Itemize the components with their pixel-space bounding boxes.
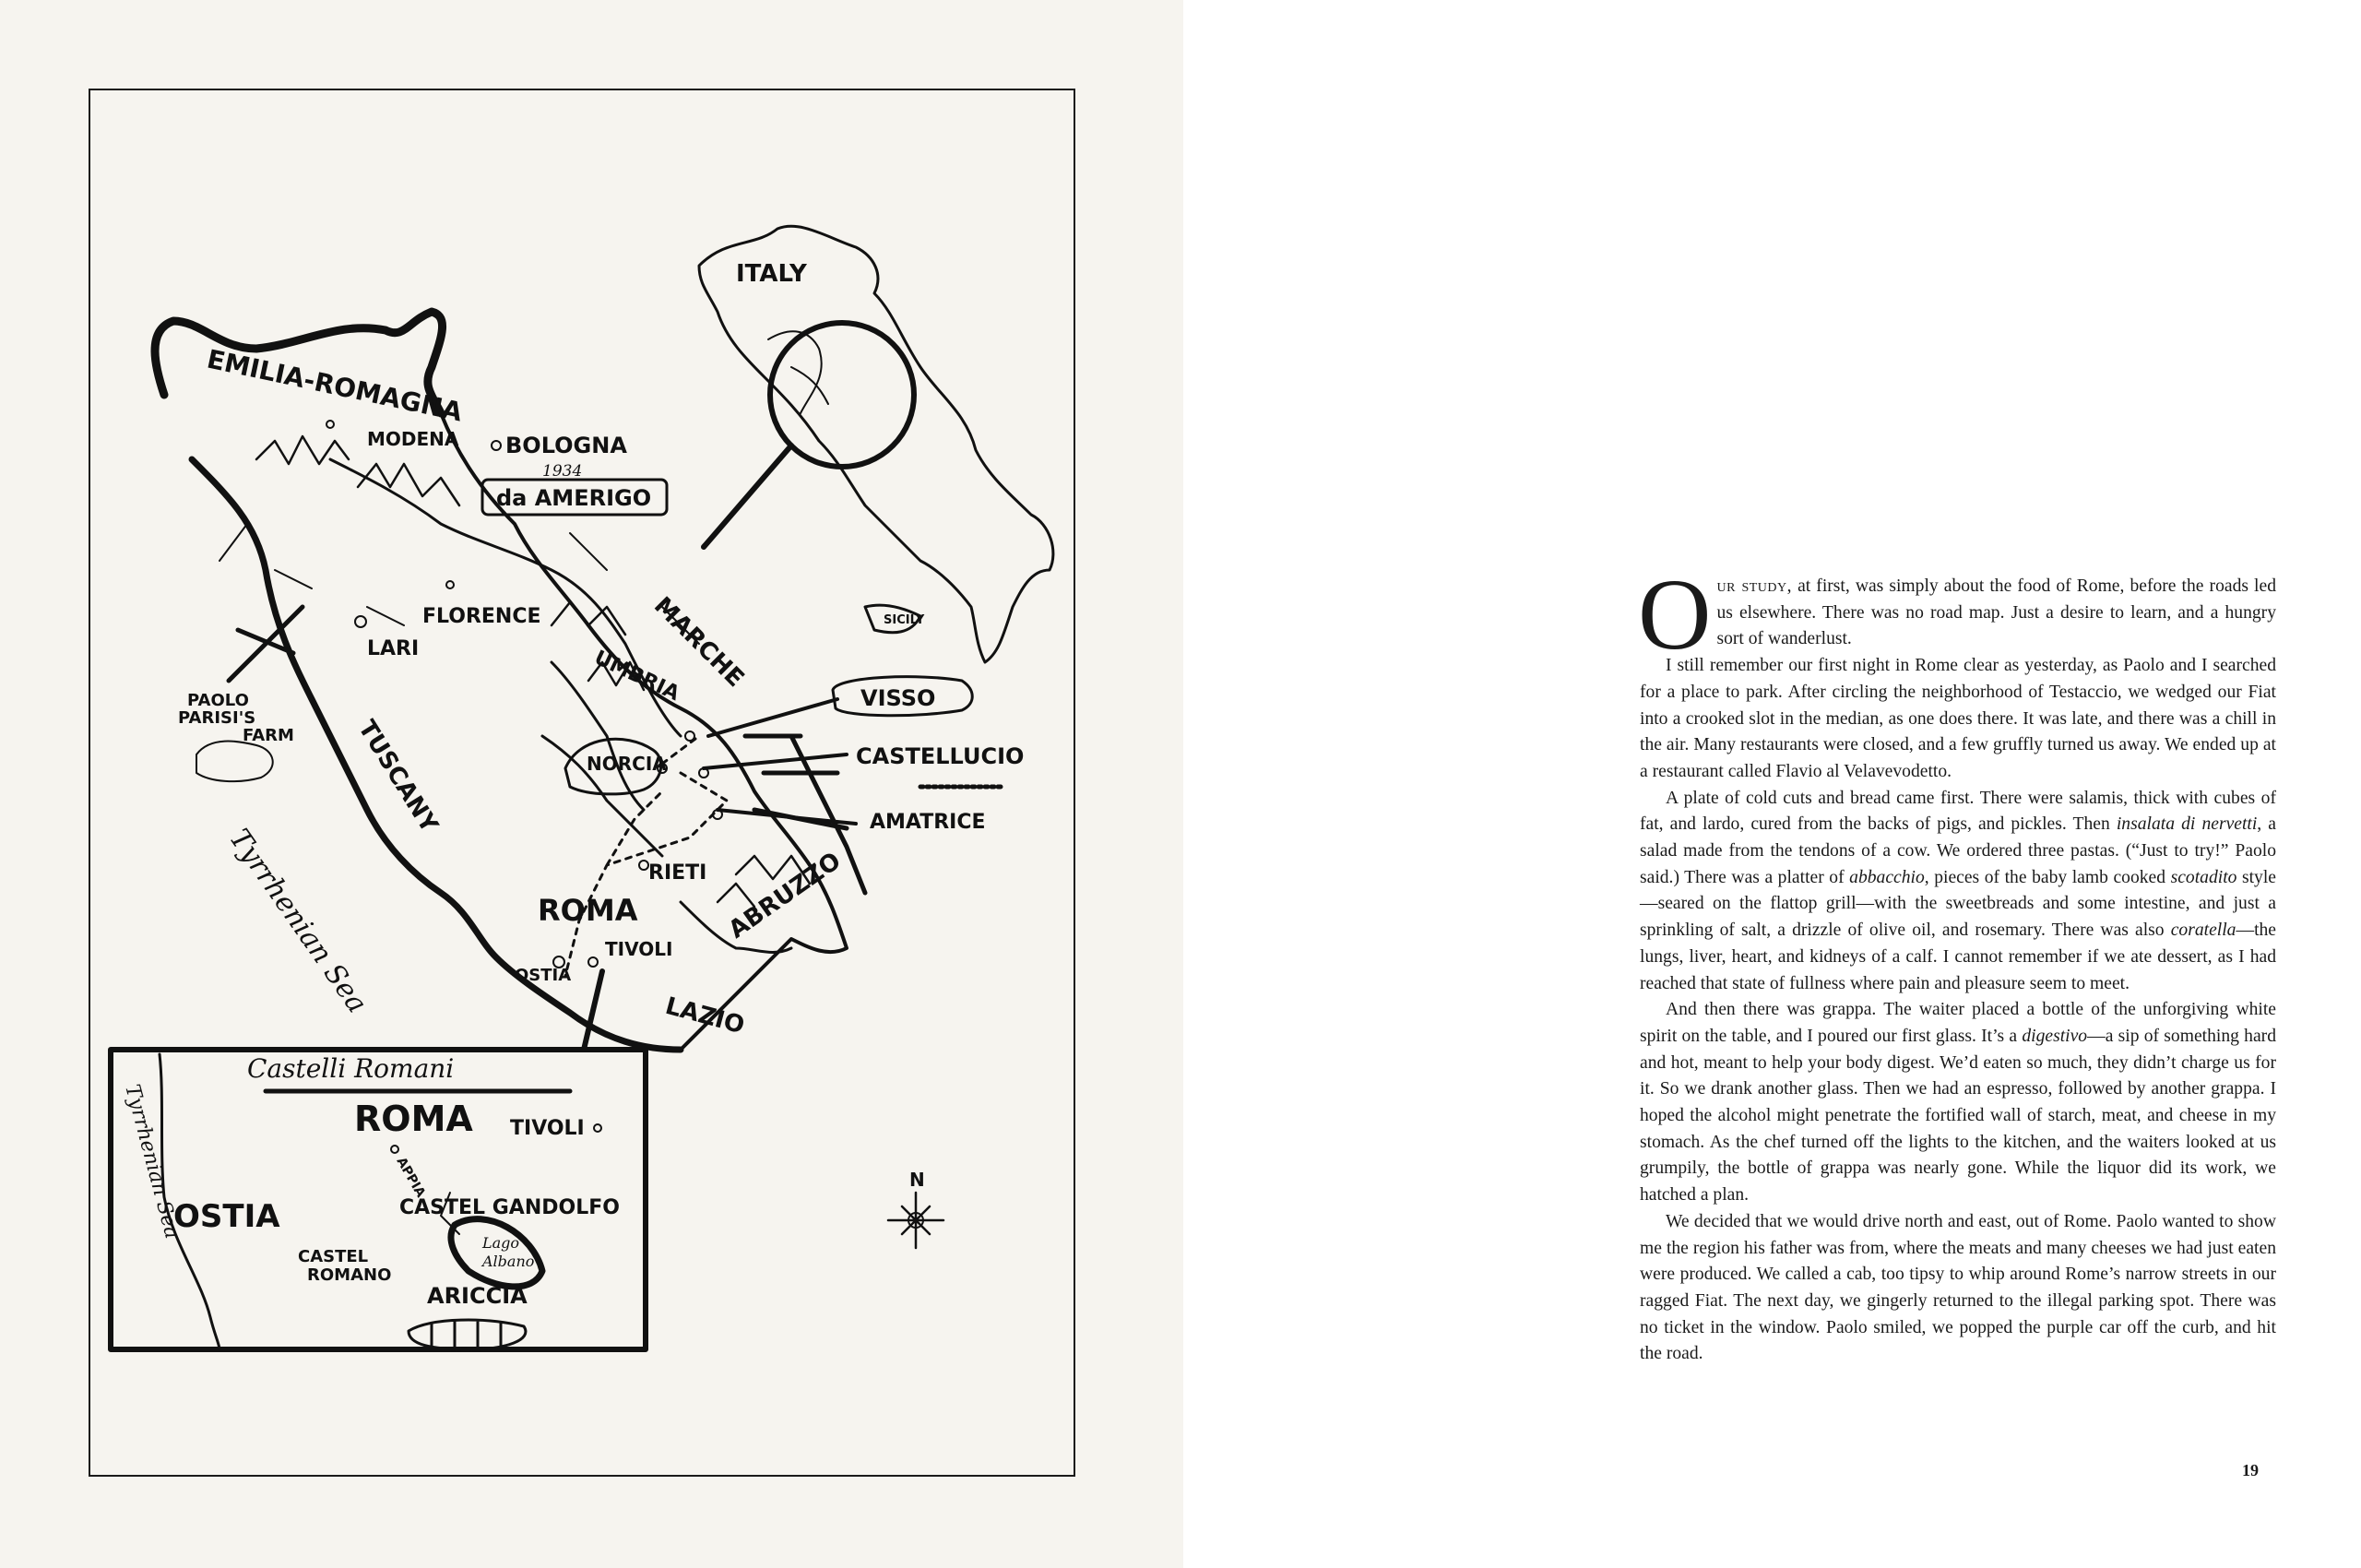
paragraph-4: And then there was grappa. The waiter placed a bottle of the unforgiving white spirit on the table, and I poured our first glass. It’s a digestivo—a sip of something hard and hot, meant to help your body digest. We’d eaten so much, they didn’t charge us for it. So we drank another glass. Then we had an espresso, followed by another grappa. I hoped the alcohol might penetrate the fortified wall of starch, meat, and cheese in my stomach. As the chef turned off the lights to the kitchen, and the waiters looked at us grumpily, the bottle of grappa was nearly gone. While the liquor did its work, we hatched a plan. <box>1640 1000 2276 1206</box>
label-emilia-romagna: EMILIA-ROMAGNA <box>204 343 466 428</box>
label-tuscany: TUSCANY <box>352 715 444 838</box>
label-tivoli: TIVOLI <box>605 938 673 960</box>
label-amerigo-year: 1934 <box>542 462 583 481</box>
drop-cap: O <box>1638 558 1712 671</box>
compass-icon <box>888 1169 943 1248</box>
paragraph-3: A plate of cold cuts and bread came first. There were salamis, thick with cubes of fat, and lardo, cured from the backs of pigs, and pickles. Then insalata di nervetti, a salad made from the tendons of a cow. We ordered three pastas. (“Just to try!” Paolo said.) There was a platter of abbacchio, pieces of the baby lamb cooked scotadito style—seared on the flattop grill—with the sweetbreads and some intestine, and just a sprinkling of salt, a drizzle of olive oil, and rosemary. There was also coratella—the lungs, liver, heart, and kidneys of a calf. I cannot remember if we ate dessert, as I had reached that state of fullness where pain and pleasure seem to meet. <box>1640 788 2276 993</box>
inset-tivoli: TIVOLI <box>510 1117 585 1140</box>
paragraph-5: We decided that we would drive north and east, out of Rome. Paolo wanted to show me the region his father was from, where the meats and many cheeses we had just eaten were produced. We called a cab, too tipsy to whip around Rome’s narrow streets in our ragged Fiat. The next day, we gingerly returned to the illegal parking spot. There was no ticket in the window. Paolo smiled, we popped the purple car off the curb, and hit the road. <box>1640 1211 2276 1364</box>
label-lazio: LAZIO <box>662 992 748 1040</box>
map-svg <box>90 90 1075 1477</box>
map-illustration <box>89 89 1075 1477</box>
inset-ostia: OSTIA <box>173 1198 280 1235</box>
label-rieti: RIETI <box>648 861 707 885</box>
article-body <box>1638 558 2276 1368</box>
paragraph-2: I still remember our first night in Rome clear as yesterday, as Paolo and I searched for a place to park. After circling the neighborhood of Testaccio, we wedged our Fiat into a crooked slot in the median, as one does there. It was late, and there was a chill in the air. Many restaurants were closed, and a few gruffly turned us away. We ended up at a restaurant called Flavio al Velavevodetto. <box>1640 656 2276 781</box>
inset-title: Castelli Romani <box>247 1053 455 1084</box>
label-amatrice: AMATRICE <box>870 811 986 834</box>
label-norcia: NORCIA <box>587 753 667 775</box>
label-sea: Tyrrhenian Sea <box>222 823 374 1019</box>
region-outline <box>155 312 865 1050</box>
inset-map <box>111 1050 646 1349</box>
label-farm-3: FARM <box>243 726 294 745</box>
label-modena: MODENA <box>367 428 459 450</box>
label-bologna: BOLOGNA <box>505 433 627 458</box>
svg-text:N: N <box>909 1169 925 1191</box>
farm-icon <box>196 742 273 782</box>
italy-outline <box>699 226 1053 662</box>
page-number: 19 <box>2242 1461 2259 1479</box>
label-florence: FLORENCE <box>422 605 541 628</box>
lead-in: ur study, <box>1716 576 1793 596</box>
italy-label: ITALY <box>736 260 807 288</box>
right-page <box>1183 0 2361 1568</box>
inset-lago-2: Albano <box>482 1253 535 1270</box>
label-farm-2: PARISI'S <box>178 708 256 728</box>
label-abruzzo: ABRUZZO <box>723 847 847 944</box>
paragraph-1: Our study, at first, was simply about the food of Rome, before the roads led us elsewhere. There was no road map. Just a desire to learn, and a hungry sort of wanderlust. <box>1638 558 2276 671</box>
inset-roma: ROMA <box>354 1099 473 1139</box>
label-lari: LARI <box>367 637 420 660</box>
sicily-label: SICILY <box>884 613 925 627</box>
inset-castel: CASTEL <box>298 1247 369 1266</box>
label-farm-1: PAOLO <box>187 691 249 710</box>
inset-ariccia: ARICCIA <box>427 1283 528 1309</box>
label-ostia: OSTIA <box>515 966 572 985</box>
label-castellucio: CASTELLUCIO <box>856 743 1025 769</box>
label-roma: ROMA <box>538 893 638 928</box>
inset-appia: APPIA <box>393 1155 429 1201</box>
label-umbria: UMBRIA <box>590 646 683 707</box>
inset-romano: ROMANO <box>307 1265 392 1285</box>
inset-lago-1: Lago <box>482 1234 520 1252</box>
label-amerigo: da AMERIGO <box>496 485 652 511</box>
label-visso: VISSO <box>860 685 936 711</box>
label-marche: MARCHE <box>648 591 750 694</box>
inset-sea: Tyrrhenian Sea <box>120 1082 184 1241</box>
inset-castel-gandolfo: CASTEL GANDOLFO <box>399 1196 620 1219</box>
